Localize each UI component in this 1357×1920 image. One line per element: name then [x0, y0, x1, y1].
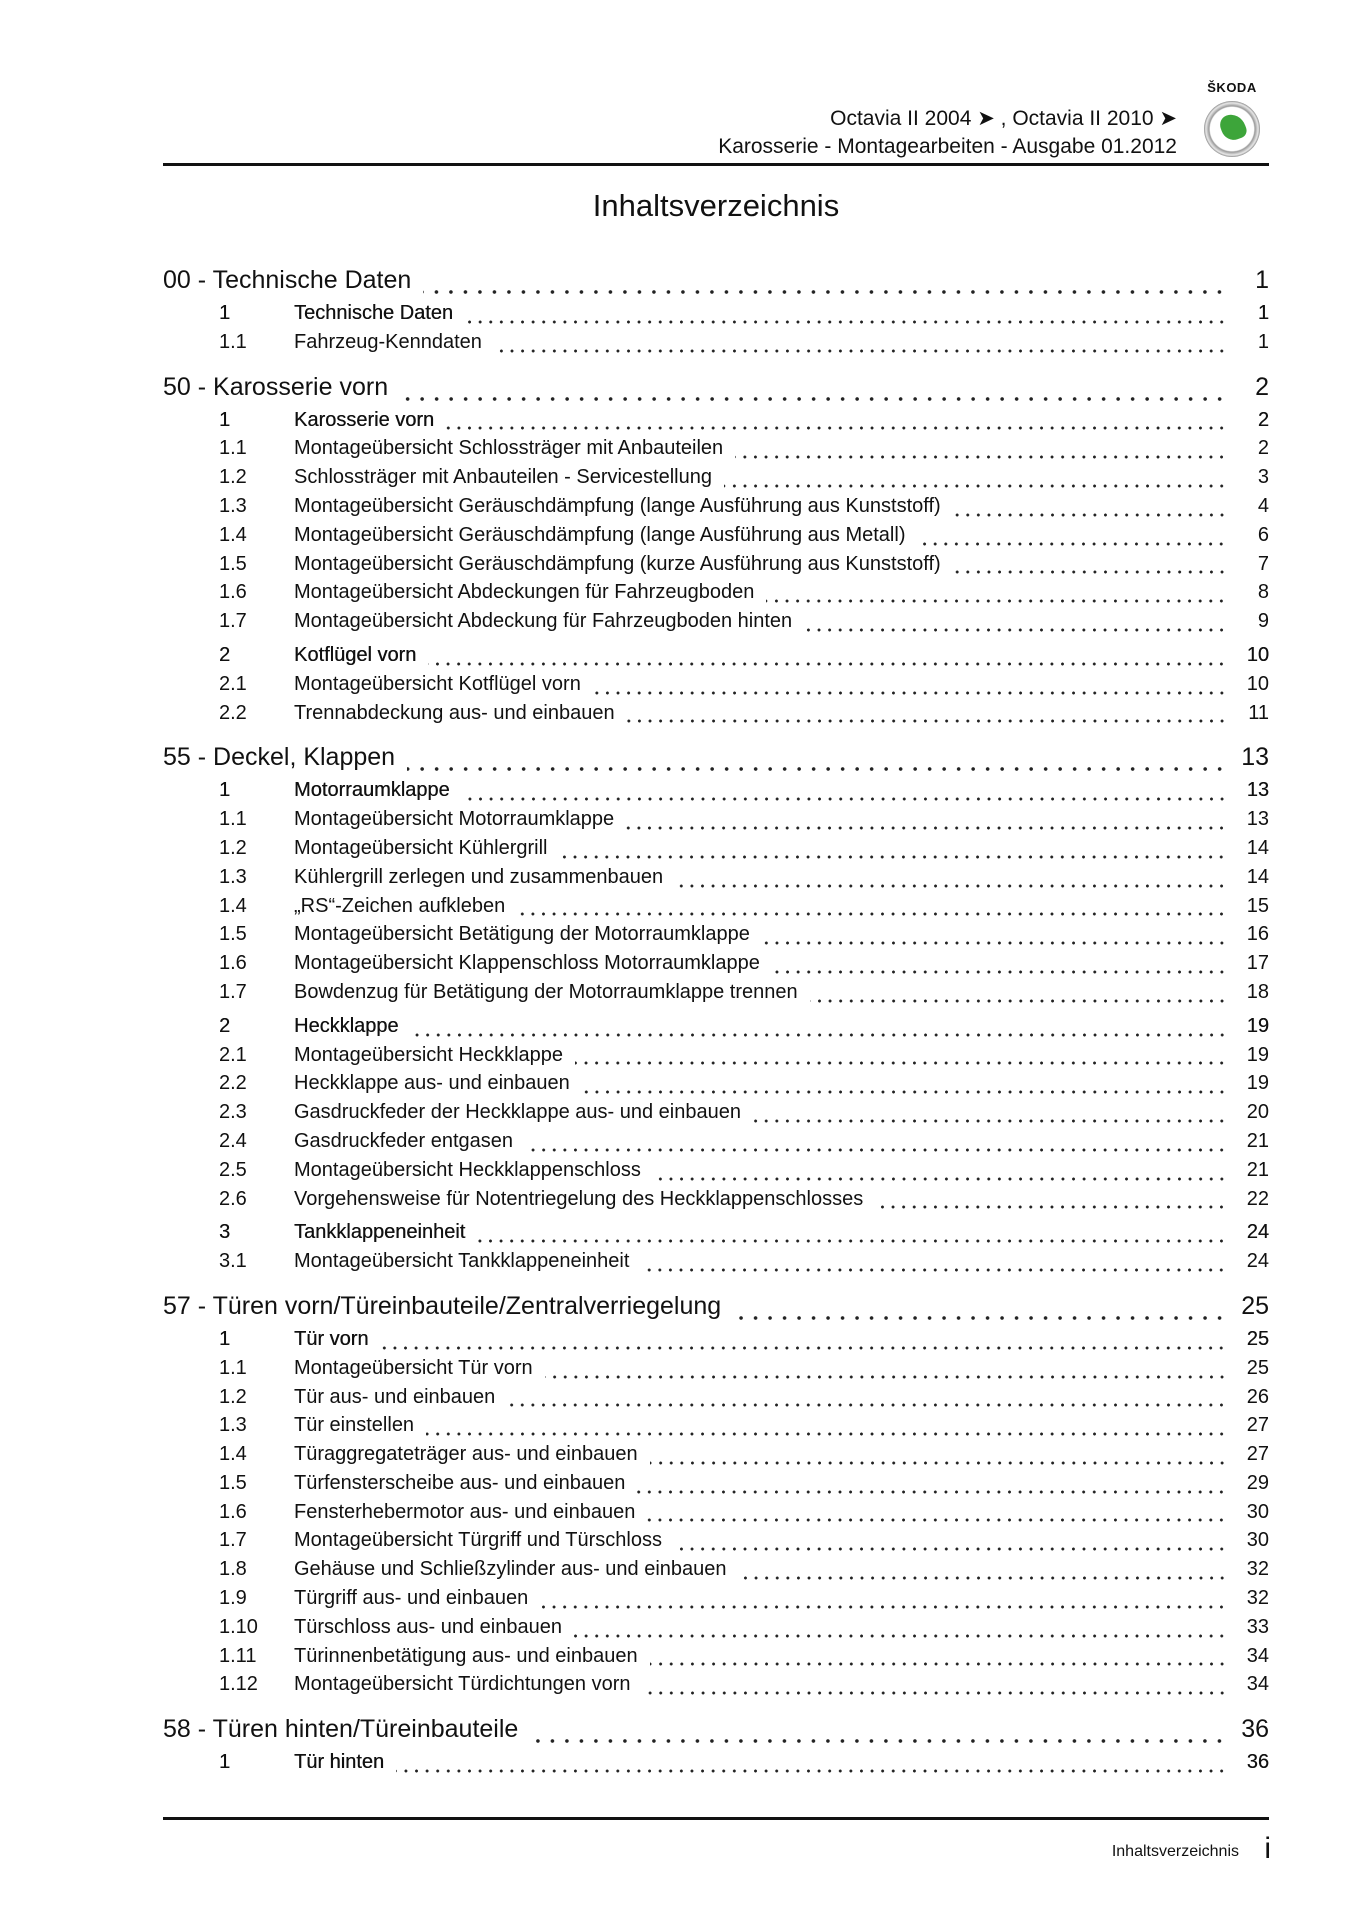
toc-entry[interactable] — [163, 866, 1269, 895]
toc-entry[interactable] — [163, 437, 1269, 466]
toc-entry[interactable] — [163, 1386, 1269, 1415]
toc-entry[interactable] — [163, 1130, 1269, 1159]
entry-title: Montageübersicht Heckklappe — [294, 1043, 564, 1066]
section-title: 58 - Türen hinten/Türeinbauteile — [163, 1715, 519, 1744]
dot-leader — [525, 1147, 1227, 1153]
entry-page-number: 25 — [1246, 1356, 1269, 1379]
dot-leader — [626, 825, 1227, 831]
entry-page-number: 6 — [1257, 523, 1269, 546]
dot-leader — [953, 569, 1227, 575]
section-page-number: 2 — [1255, 372, 1269, 401]
entry-title: Montageübersicht Kotflügel vorn — [294, 672, 581, 695]
footer-page-number: i — [1264, 1832, 1271, 1865]
dot-leader — [494, 348, 1227, 354]
dot-leader — [423, 289, 1227, 295]
entry-page-number: 26 — [1246, 1385, 1269, 1408]
toc-entry[interactable] — [163, 837, 1269, 866]
section-title: 57 - Türen vorn/Türeinbauteile/Zentralverriegelung — [163, 1291, 722, 1320]
dot-leader — [477, 1238, 1227, 1244]
entry-page-number: 25 — [1246, 1327, 1269, 1350]
dot-leader — [650, 1661, 1227, 1667]
dot-leader — [739, 1575, 1227, 1581]
entry-number: 2.1 — [219, 1043, 247, 1066]
entry-page-number: 21 — [1246, 1158, 1269, 1181]
entry-title: Montageübersicht Türdichtungen vorn — [294, 1673, 631, 1696]
entry-title: Trennabdeckung aus- und einbauen — [294, 701, 615, 724]
dot-leader — [517, 911, 1227, 917]
dot-leader — [953, 512, 1227, 518]
entry-page-number: 29 — [1246, 1471, 1269, 1494]
entry-page-number: 22 — [1246, 1187, 1269, 1210]
entry-title: Karosserie vorn — [294, 408, 435, 431]
entry-title: Montageübersicht Geräuschdämpfung (lange Ausführung aus Kunststoff) — [294, 494, 941, 517]
dot-leader — [804, 627, 1227, 633]
dot-leader — [772, 969, 1227, 975]
dot-leader — [753, 1118, 1227, 1124]
toc-entry[interactable] — [163, 1472, 1269, 1501]
entry-title: Montageübersicht Klappenschloss Motorraumklappe — [294, 952, 760, 975]
toc-entry[interactable] — [163, 331, 1269, 360]
entry-number: 1.6 — [219, 1500, 247, 1523]
dot-leader — [465, 319, 1227, 325]
dot-leader — [641, 1267, 1227, 1273]
entry-title: Gasdruckfeder der Heckklappe aus- und einbauen — [294, 1101, 741, 1124]
entry-page-number: 14 — [1246, 836, 1269, 859]
entry-number: 2.2 — [219, 1072, 247, 1095]
entry-number: 1.5 — [219, 552, 247, 575]
entry-title: Bowdenzug für Betätigung der Motorraumklappe trennen — [294, 980, 798, 1003]
entry-page-number: 19 — [1246, 1043, 1269, 1066]
entry-title: Schlossträger mit Anbauteilen - Servicestellung — [294, 466, 712, 489]
entry-number: 1.9 — [219, 1587, 247, 1610]
entry-number: 2 — [219, 1014, 231, 1037]
toc-entry[interactable] — [163, 495, 1269, 524]
entry-number: 1.5 — [219, 1471, 247, 1494]
toc-entry[interactable] — [163, 610, 1269, 639]
entry-title: Kühlergrill zerlegen und zusammenbauen — [294, 865, 664, 888]
dot-leader — [411, 1032, 1227, 1038]
page-header — [163, 60, 1269, 166]
entry-number: 1.1 — [219, 330, 247, 353]
entry-number: 2.4 — [219, 1129, 247, 1152]
entry-title: Montageübersicht Abdeckungen für Fahrzeugboden — [294, 581, 755, 604]
entry-title: Tür einstellen — [294, 1414, 415, 1437]
toc-entry[interactable] — [163, 1673, 1269, 1702]
entry-number: 3 — [219, 1221, 231, 1244]
dot-leader — [593, 690, 1227, 696]
dot-leader — [647, 1517, 1227, 1523]
entry-page-number: 10 — [1246, 643, 1269, 666]
toc-entry[interactable] — [163, 1328, 1269, 1357]
dot-leader — [627, 718, 1227, 724]
entry-page-number: 24 — [1246, 1250, 1269, 1273]
entry-page-number: 8 — [1257, 581, 1269, 604]
entry-title: Montageübersicht Tankklappeneinheit — [294, 1250, 630, 1273]
entry-page-number: 13 — [1246, 808, 1269, 831]
toc-entry[interactable] — [163, 1044, 1269, 1073]
entry-number: 1.8 — [219, 1558, 247, 1581]
dot-leader — [733, 1315, 1227, 1321]
section-page-number: 25 — [1241, 1291, 1269, 1320]
entry-number: 1.4 — [219, 894, 247, 917]
dot-leader — [875, 1204, 1227, 1210]
dot-leader — [396, 1768, 1227, 1774]
entry-page-number: 7 — [1257, 552, 1269, 575]
dot-leader — [724, 483, 1227, 489]
dot-leader — [653, 1176, 1227, 1182]
entry-page-number: 32 — [1246, 1558, 1269, 1581]
toc-entry[interactable] — [163, 1443, 1269, 1472]
skoda-logo — [1197, 80, 1267, 157]
entry-number: 1.1 — [219, 808, 247, 831]
entry-title: Gehäuse und Schließzylinder aus- und einbauen — [294, 1558, 727, 1581]
entry-number: 1.3 — [219, 865, 247, 888]
entry-number: 1.2 — [219, 466, 247, 489]
dot-leader — [574, 1633, 1227, 1639]
section-page-number: 13 — [1241, 743, 1269, 772]
section-title: 00 - Technische Daten — [163, 266, 412, 294]
entry-number: 1 — [219, 1751, 231, 1774]
dot-leader — [675, 883, 1227, 889]
dot-leader — [762, 940, 1227, 946]
skoda-arrow-icon — [1204, 101, 1260, 157]
toc-entry[interactable] — [163, 553, 1269, 582]
toc-entry[interactable] — [163, 1072, 1269, 1101]
entry-number: 1.3 — [219, 494, 247, 517]
entry-title: Montageübersicht Abdeckung für Fahrzeugboden hinten — [294, 610, 793, 633]
entry-page-number: 4 — [1257, 494, 1269, 517]
entry-title: Tür aus- und einbauen — [294, 1385, 496, 1408]
dot-leader — [575, 1060, 1227, 1066]
entry-title: Türinnenbetätigung aus- und einbauen — [294, 1644, 638, 1667]
toc-entry[interactable] — [163, 895, 1269, 924]
entry-title: Gasdruckfeder entgasen — [294, 1129, 514, 1152]
entry-number: 1.11 — [219, 1644, 257, 1667]
entry-page-number: 34 — [1246, 1644, 1269, 1667]
entry-title: Technische Daten — [294, 302, 453, 324]
entry-number: 1.12 — [219, 1673, 258, 1696]
toc-entry[interactable] — [163, 1751, 1269, 1780]
entry-page-number: 30 — [1246, 1500, 1269, 1523]
dot-leader — [735, 454, 1227, 460]
toc-entry[interactable] — [163, 1587, 1269, 1616]
entry-page-number: 33 — [1246, 1615, 1269, 1638]
entry-number: 2.5 — [219, 1158, 247, 1181]
toc-section-heading[interactable] — [163, 1715, 1269, 1751]
entry-number: 1 — [219, 302, 231, 324]
entry-title: Kotflügel vorn — [294, 643, 417, 666]
toc-entry[interactable] — [163, 1101, 1269, 1130]
dot-leader — [917, 541, 1227, 547]
entry-title: Motorraumklappe — [294, 779, 450, 802]
toc-entry[interactable] — [163, 1357, 1269, 1386]
entry-title: Montageübersicht Türgriff und Türschloss — [294, 1529, 662, 1552]
entry-title: Montageübersicht Geräuschdämpfung (kurze Ausführung aus Kunststoff) — [294, 552, 941, 575]
entry-title: Montageübersicht Kühlergrill — [294, 836, 548, 859]
entry-page-number: 15 — [1246, 894, 1269, 917]
entry-page-number: 24 — [1246, 1221, 1269, 1244]
entry-number: 2 — [219, 643, 231, 666]
entry-page-number: 32 — [1246, 1587, 1269, 1610]
entry-title: Montageübersicht Betätigung der Motorraumklappe — [294, 923, 750, 946]
toc-entry[interactable] — [163, 779, 1269, 808]
entry-number: 1.4 — [219, 523, 247, 546]
entry-number: 1.7 — [219, 980, 247, 1003]
entry-number: 1.6 — [219, 952, 247, 975]
toc-entry[interactable] — [163, 1159, 1269, 1188]
logo-wordmark: ŠKODA — [1207, 80, 1257, 95]
toc-entry[interactable] — [163, 1250, 1269, 1279]
entry-title: Heckklappe aus- und einbauen — [294, 1072, 570, 1095]
entry-page-number: 17 — [1246, 952, 1269, 975]
entry-title: Vorgehensweise für Notentriegelung des Heckklappenschlosses — [294, 1187, 864, 1210]
toc-section-heading[interactable] — [163, 1292, 1269, 1328]
entry-title: Türgriff aus- und einbauen — [294, 1587, 529, 1610]
entry-page-number: 18 — [1246, 980, 1269, 1003]
section-page-number: 1 — [1255, 266, 1269, 294]
entry-page-number: 19 — [1246, 1072, 1269, 1095]
entry-page-number: 11 — [1248, 701, 1269, 724]
toc-entry[interactable] — [163, 952, 1269, 981]
page-title: Inhaltsverzeichnis — [592, 188, 840, 223]
dot-leader — [540, 1604, 1227, 1610]
entry-number: 1.7 — [219, 1529, 247, 1552]
entry-number: 3.1 — [219, 1250, 247, 1273]
section-page-number: 36 — [1241, 1715, 1269, 1744]
dot-leader — [530, 1738, 1227, 1744]
entry-title: Montageübersicht Schlossträger mit Anbauteilen — [294, 437, 724, 460]
dot-leader — [766, 598, 1227, 604]
entry-number: 1.2 — [219, 836, 247, 859]
header-text — [718, 105, 1177, 161]
dot-leader — [650, 1460, 1227, 1466]
toc-entry[interactable] — [163, 409, 1269, 438]
toc-entry[interactable] — [163, 644, 1269, 673]
entry-page-number: 20 — [1246, 1101, 1269, 1124]
entry-title: Fensterhebermotor aus- und einbauen — [294, 1500, 636, 1523]
entry-number: 1.3 — [219, 1414, 247, 1437]
dot-leader — [637, 1489, 1227, 1495]
entry-title: Türaggregateträger aus- und einbauen — [294, 1443, 638, 1466]
toc-entry[interactable] — [163, 1015, 1269, 1044]
dot-leader — [674, 1546, 1227, 1552]
entry-page-number: 27 — [1246, 1414, 1269, 1437]
table-of-contents — [163, 266, 1269, 1780]
entry-number: 2.1 — [219, 672, 247, 695]
entry-title: Türschloss aus- und einbauen — [294, 1615, 562, 1638]
footer-label: Inhaltsverzeichnis — [1111, 1843, 1239, 1860]
entry-page-number: 30 — [1246, 1529, 1269, 1552]
toc-entry[interactable] — [163, 981, 1269, 1010]
entry-page-number: 1 — [1257, 302, 1269, 324]
entry-page-number: 2 — [1257, 408, 1269, 431]
toc-entry[interactable] — [163, 1414, 1269, 1443]
dot-leader — [400, 396, 1227, 402]
toc-entry[interactable] — [163, 524, 1269, 553]
entry-title: Montageübersicht Tür vorn — [294, 1356, 533, 1379]
toc-entry[interactable] — [163, 808, 1269, 837]
toc-entry[interactable] — [163, 1501, 1269, 1530]
entry-title: Tür vorn — [294, 1327, 369, 1350]
toc-entry[interactable] — [163, 581, 1269, 610]
toc-entry[interactable] — [163, 466, 1269, 495]
entry-page-number: 3 — [1257, 466, 1269, 489]
entry-page-number: 2 — [1257, 437, 1269, 460]
entry-number: 1 — [219, 1327, 231, 1350]
toc-section-heading[interactable] — [163, 743, 1269, 779]
entry-page-number: 10 — [1246, 672, 1269, 695]
entry-page-number: 9 — [1257, 610, 1269, 633]
toc-entry[interactable] — [163, 1558, 1269, 1587]
header-models: Octavia II 2004 ➤ , Octavia II 2010 ➤ — [830, 107, 1177, 130]
entry-title: Montageübersicht Motorraumklappe — [294, 808, 615, 831]
entry-number: 2.3 — [219, 1101, 247, 1124]
entry-page-number: 27 — [1246, 1443, 1269, 1466]
entry-number: 1.1 — [219, 437, 247, 460]
entry-title: Tankklappeneinheit — [294, 1221, 466, 1244]
entry-page-number: 14 — [1246, 865, 1269, 888]
entry-page-number: 19 — [1246, 1014, 1269, 1037]
header-manual-title: Karosserie - Montagearbeiten - Ausgabe 01.2012 — [718, 135, 1177, 158]
entry-number: 2.6 — [219, 1187, 247, 1210]
entry-number: 1.4 — [219, 1443, 247, 1466]
toc-entry[interactable] — [163, 302, 1269, 331]
toc-section-heading[interactable] — [163, 373, 1269, 409]
entry-page-number: 21 — [1246, 1129, 1269, 1152]
toc-entry[interactable] — [163, 1645, 1269, 1674]
dot-leader — [810, 998, 1227, 1004]
entry-page-number: 1 — [1257, 330, 1269, 353]
dot-leader — [428, 661, 1227, 667]
section-title: 55 - Deckel, Klappen — [163, 743, 396, 772]
entry-title: Fahrzeug-Kenndaten — [294, 330, 482, 353]
dot-leader — [545, 1374, 1227, 1380]
dot-leader — [446, 425, 1227, 431]
entry-page-number: 13 — [1246, 779, 1269, 802]
dot-leader — [462, 796, 1227, 802]
toc-entry[interactable] — [163, 923, 1269, 952]
dot-leader — [380, 1345, 1227, 1351]
toc-entry[interactable] — [163, 1529, 1269, 1558]
entry-page-number: 36 — [1246, 1751, 1269, 1774]
dot-leader — [426, 1431, 1227, 1437]
dot-leader — [643, 1690, 1227, 1696]
toc-entry[interactable] — [163, 1188, 1269, 1217]
dot-leader — [507, 1402, 1227, 1408]
toc-entry[interactable] — [163, 1221, 1269, 1250]
entry-number: 1.6 — [219, 581, 247, 604]
entry-title: Montageübersicht Heckklappenschloss — [294, 1158, 641, 1181]
entry-number: 1.1 — [219, 1356, 247, 1379]
entry-title: „RS“-Zeichen aufkleben — [294, 894, 506, 917]
section-title: 50 - Karosserie vorn — [163, 372, 389, 401]
toc-entry[interactable] — [163, 702, 1269, 731]
entry-number: 1 — [219, 408, 231, 431]
dot-leader — [407, 766, 1227, 772]
entry-number: 1.10 — [219, 1615, 258, 1638]
entry-number: 1.2 — [219, 1385, 247, 1408]
dot-leader — [582, 1089, 1227, 1095]
entry-title: Tür hinten — [294, 1751, 385, 1774]
toc-entry[interactable] — [163, 673, 1269, 702]
entry-title: Türfensterscheibe aus- und einbauen — [294, 1471, 626, 1494]
entry-number: 1.7 — [219, 610, 247, 633]
entry-page-number: 16 — [1246, 923, 1269, 946]
entry-number: 1.5 — [219, 923, 247, 946]
toc-section-heading[interactable] — [163, 266, 1269, 302]
dot-leader — [559, 854, 1227, 860]
entry-title: Heckklappe — [294, 1014, 399, 1037]
toc-entry[interactable] — [163, 1616, 1269, 1645]
entry-number: 2.2 — [219, 701, 247, 724]
entry-page-number: 34 — [1246, 1673, 1269, 1696]
entry-number: 1 — [219, 779, 231, 802]
entry-title: Montageübersicht Geräuschdämpfung (lange Ausführung aus Metall) — [294, 523, 906, 546]
footer-divider — [163, 1817, 1269, 1820]
